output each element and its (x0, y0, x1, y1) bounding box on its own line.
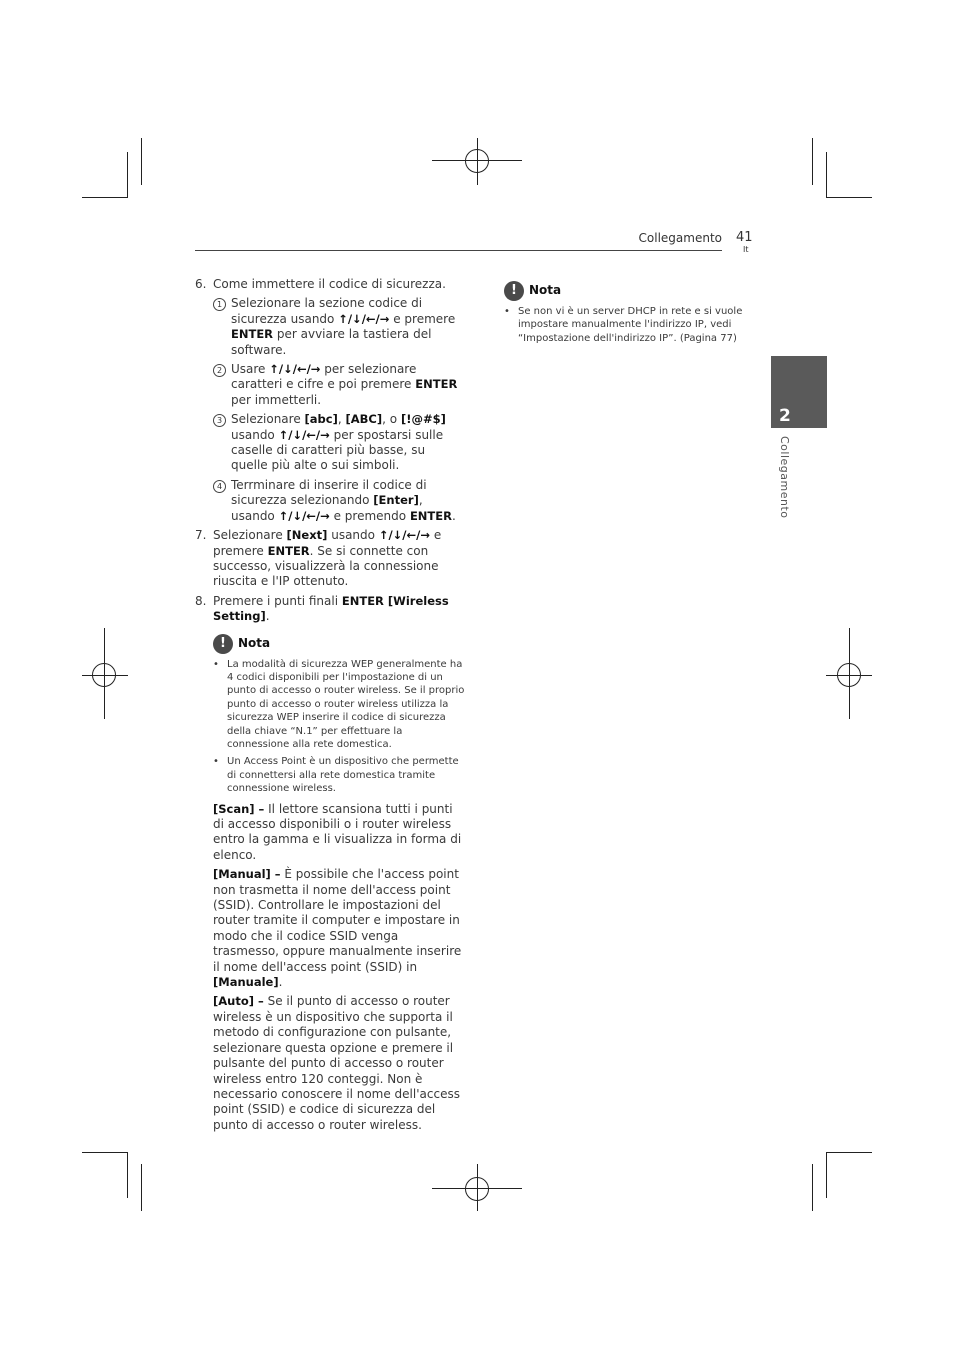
page-number: 41 (736, 230, 753, 245)
circled-number: 4 (213, 480, 226, 493)
circled-number: 3 (213, 414, 226, 427)
arrow-keys-icon: ↑/↓/←/→ (378, 528, 430, 543)
header-rule (195, 250, 722, 251)
exclamation-icon: ! (504, 281, 524, 301)
substep-3: 3 Selezionare [abc], [ABC], o [!@#$] usando ↑/↓/←/→ per spostarsi sulle caselle di caratteri più basse, su quelle più alte o sui simboli. (213, 412, 465, 474)
left-column (195, 277, 465, 1137)
option-auto: [Auto] – Se il punto di accesso o router wireless è un dispositivo che supporta il metodo di configurazione con pulsante, selezionare questa opzione e premere il pulsante del punto di accesso o router wireless entro 120 conteggi. Non è necessario conoscere il nome dell'access point (SSID) e codice di sicurezza del punto di accesso o router wireless. (213, 994, 460, 1132)
nota-title: Nota (529, 283, 562, 298)
step-6: 6. Come immettere il codice di sicurezza. (195, 277, 446, 291)
nota-left (195, 634, 465, 1134)
nota-bullet: • Un Access Point è un dispositivo che permette di connettersi alla rete domestica tramite connessione wireless. (213, 755, 465, 795)
chapter-label: Collegamento (778, 436, 791, 519)
nota-bullet: • La modalità di sicurezza WEP generalmente ha 4 codici disponibili per l'impostazione di un punto di accesso o router wireless. Se il proprio punto di accesso o router wireless utilizza la sicurezza WEP inserire il codice di sicurezza della chiave “N.1” per effettuare la connessione alla rete domestica. (213, 658, 465, 752)
circled-number: 2 (213, 364, 226, 377)
arrow-keys-icon: ↑/↓/←/→ (278, 427, 330, 442)
substep-1: 1 Selezionare la sezione codice di sicurezza usando ↑/↓/←/→ e premere ENTER per avviare la tastiera del software. (213, 296, 465, 358)
header-section-title: Collegamento (638, 231, 722, 245)
substep-4: 4 Terrminare di inserire il codice di sicurezza selezionando [Enter], usando ↑/↓/←/→ e premendo ENTER. (213, 478, 465, 524)
nota-header (213, 634, 465, 654)
substep-2: 2 Usare ↑/↓/←/→ per selezionare caratteri e cifre e poi premere ENTER per immetterli. (213, 362, 465, 408)
nota-title: Nota (238, 635, 271, 650)
nota-bullets (213, 658, 465, 796)
chapter-tab (771, 356, 827, 428)
nota-header (504, 281, 744, 301)
step-7: 7. Selezionare [Next] usando ↑/↓/←/→ e premere ENTER. Se si connette con successo, visualizzerà la connessione riuscita e l'IP ottenuto. (195, 528, 442, 589)
chapter-number: 2 (779, 406, 791, 426)
nota-bullets (504, 305, 744, 345)
arrow-keys-icon: ↑/↓/←/→ (278, 508, 330, 523)
step-8: 8. Premere i punti finali ENTER [Wireless Setting]. (195, 593, 449, 624)
arrow-keys-icon: ↑/↓/←/→ (269, 362, 321, 377)
exclamation-icon: ! (213, 634, 233, 654)
nota-bullet: • Se non vi è un server DHCP in rete e si vuole impostare manualmente l'indirizzo IP, vedi “Impostazione dell'indirizzo IP”. (Pagina 77) (504, 305, 744, 345)
circled-number: 1 (213, 298, 226, 311)
option-scan: [Scan] – Il lettore scansiona tutti i punti di accesso disponibili o i router wireless entro la gamma e li visualizza in forma di elenco. (213, 801, 462, 862)
right-column (504, 272, 744, 351)
language-code: It (743, 245, 749, 254)
option-manual: [Manual] – È possibile che l'access point non trasmetta il nome dell'access point (SSID). Controllare le impostazioni del router tramite il computer e impostare in modo che il codice SSID venga trasmesso, oppure manualmente inserire il nome dell'access point (SSID) in [Manuale]. (213, 867, 462, 990)
arrow-keys-icon: ↑/↓/←/→ (338, 311, 390, 326)
substeps (195, 296, 465, 524)
